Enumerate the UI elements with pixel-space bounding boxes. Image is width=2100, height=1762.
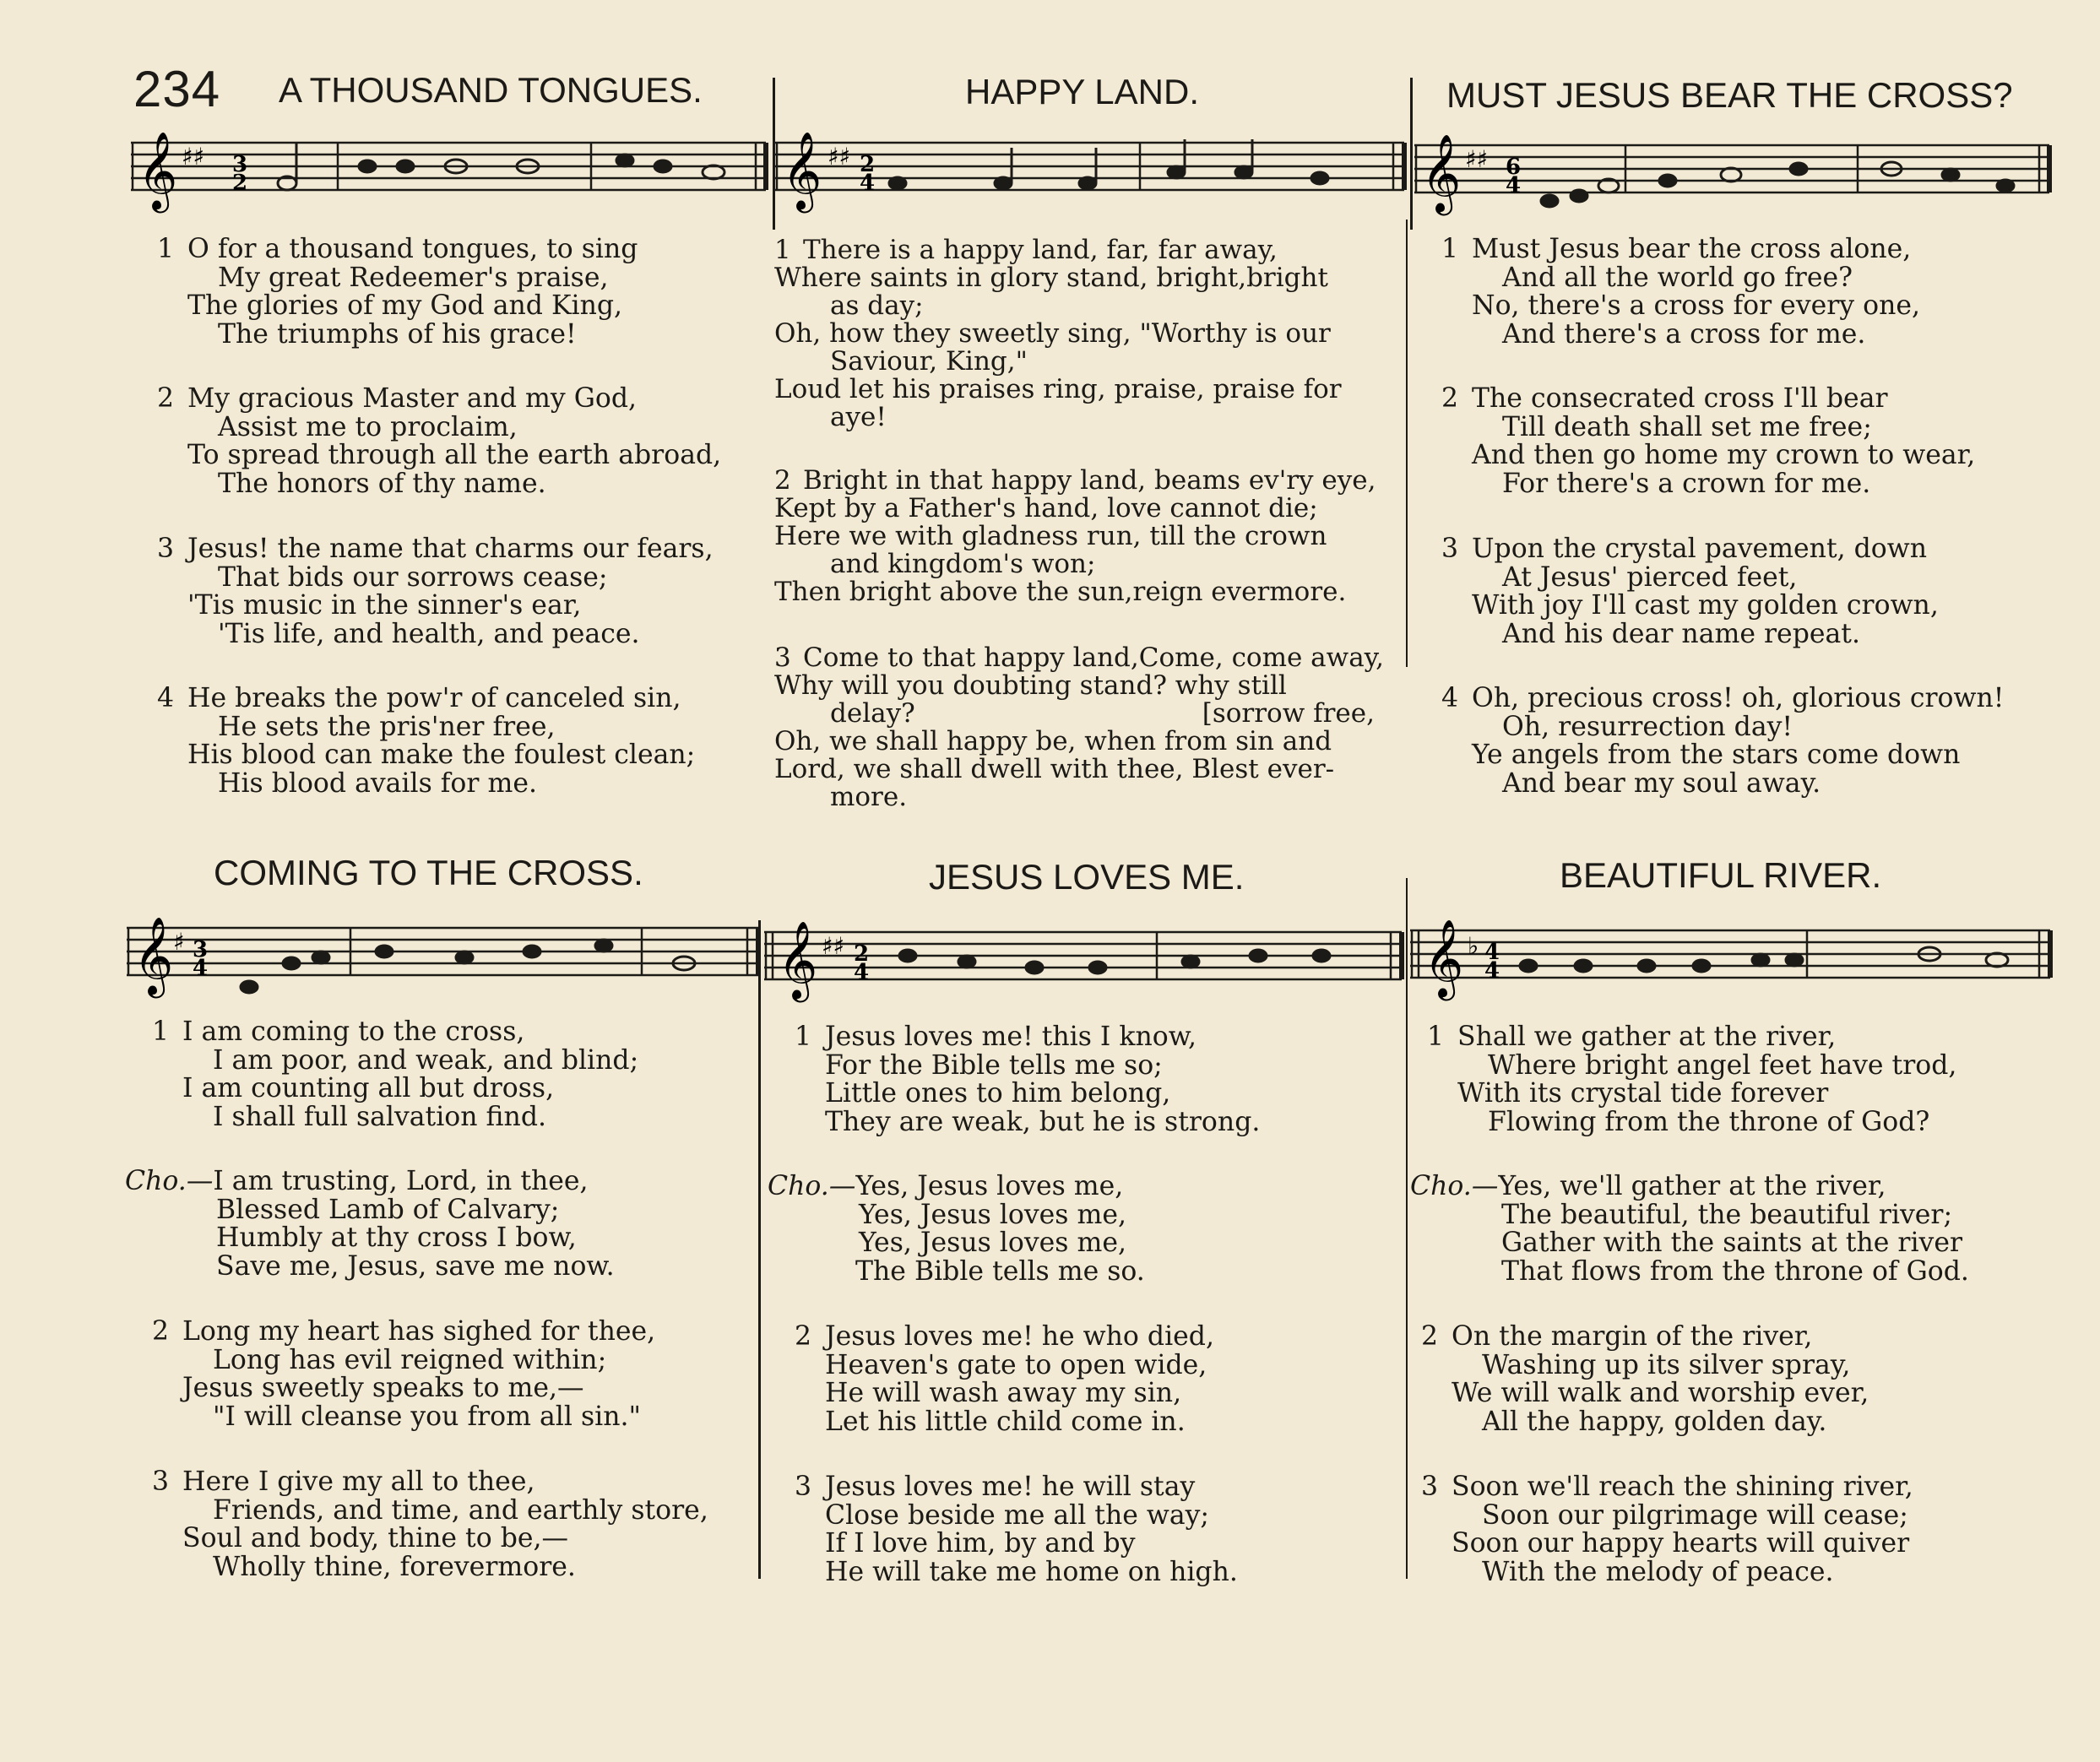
verse-line: Oh, precious cross! oh, glorious crown! [1472, 683, 2005, 713]
hymn-title-beautiful-river: BEAUTIFUL RIVER. [1560, 855, 1882, 895]
svg-text:4: 4 [1484, 940, 1500, 965]
svg-text:♯♯: ♯♯ [828, 143, 851, 171]
verse-line: 'Tis music in the sinner's ear, [187, 590, 582, 621]
verse-number: 1 [157, 234, 175, 264]
verse-line: Long my heart has sighed for thee, [182, 1316, 656, 1347]
verse-line: [sorrow free, [1202, 698, 1375, 729]
verse-line: I am counting all but dross, [182, 1073, 555, 1103]
music-staff-coming-to-cross [127, 916, 764, 1009]
column-divider [758, 920, 761, 1579]
verse-line: Here I give my all to thee, [182, 1467, 535, 1497]
verse-line: Assist me to proclaim, [218, 411, 518, 442]
stanza-beautiful-river-chorus [1410, 1173, 1969, 1286]
stanza-must-jesus-3 [1441, 535, 1939, 648]
verse-line: and kingdom's won; [830, 549, 1096, 579]
stanza-jesus-loves-me-1 [795, 1023, 1260, 1136]
verse-line: Yes, Jesus loves me, [859, 1228, 1126, 1258]
verse-line: And all the world go free? [1502, 262, 1853, 293]
verse-line: For there's a crown for me. [1502, 468, 1871, 499]
svg-text:3: 3 [232, 152, 248, 177]
verse-line: He sets the pris'ner free, [218, 711, 556, 742]
verse-line: Oh, how they sweetly sing, "Worthy is our [774, 318, 1331, 349]
verse-line: Flowing from the throne of God? [1488, 1106, 1930, 1137]
verse-line: Bright in that happy land, beams ev'ry eye, [803, 465, 1376, 496]
verse-line: I shall full salvation find. [213, 1101, 547, 1132]
stanza-happy-land-2 [774, 467, 1376, 606]
svg-text:6: 6 [1506, 155, 1522, 180]
stanza-happy-land-1 [774, 236, 1342, 431]
verse-line: Little ones to him belong, [825, 1078, 1171, 1109]
verse-number: 2 [1441, 383, 1459, 414]
verse-line: Ye angels from the stars come down [1472, 740, 1961, 770]
column-divider [1406, 878, 1408, 1579]
verse-line: They are weak, but he is strong. [825, 1106, 1261, 1137]
hymn-title-jesus-loves-me: JESUS LOVES ME. [929, 857, 1245, 897]
svg-text:𝄞: 𝄞 [778, 920, 818, 999]
verse-number: 2 [1421, 1321, 1439, 1352]
column-divider [1406, 220, 1408, 667]
verse-line: For the Bible tells me so; [825, 1049, 1163, 1081]
stanza-must-jesus-4 [1441, 685, 2004, 798]
verse-line: Soon we'll reach the shining river, [1452, 1472, 1913, 1502]
hymn-title-happy-land: HAPPY LAND. [965, 72, 1199, 111]
verse-line: Soul and body, thine to be,— [182, 1523, 569, 1553]
verse-line: We will walk and worship ever, [1452, 1378, 1869, 1408]
verse-line: "I will cleanse you from all sin." [213, 1401, 641, 1432]
verse-line: I am trusting, Lord, in thee, [213, 1166, 589, 1196]
verse-line: On the margin of the river, [1452, 1321, 1813, 1352]
verse-line: Then bright above the sun,reign evermore. [774, 577, 1347, 607]
svg-text:4: 4 [1506, 173, 1522, 198]
svg-text:2: 2 [860, 152, 876, 177]
verse-line: Soon our pilgrimage will cease; [1482, 1499, 1908, 1531]
verse-line: The beautiful, the beautiful river; [1501, 1199, 1953, 1230]
verse-line: At Jesus' pierced feet, [1502, 561, 1798, 593]
verse-line: The Bible tells me so. [855, 1255, 1145, 1287]
chorus-label: Cho.— [768, 1171, 856, 1201]
svg-text:♯: ♯ [173, 928, 185, 956]
verse-line: 'Tis life, and health, and peace. [218, 618, 640, 649]
verse-line: Gather with the saints at the river [1501, 1228, 1963, 1258]
verse-line: He will take me home on high. [825, 1556, 1238, 1587]
verse-line: His blood avails for me. [218, 767, 537, 799]
verse-number: 2 [795, 1321, 812, 1352]
verse-line: Kept by a Father's hand, love cannot die; [774, 493, 1318, 523]
verse-line: O for a thousand tongues, to sing [187, 234, 638, 264]
stanza-beautiful-river-3 [1421, 1473, 1913, 1586]
music-staff-thousand-tongues [131, 131, 773, 224]
stanza-coming-to-cross-3 [152, 1468, 708, 1581]
verse-line: The glories of my God and King, [187, 290, 623, 321]
verse-number: 3 [157, 534, 175, 564]
verse-line: aye! [830, 402, 887, 432]
page-number: 234 [133, 61, 221, 117]
verse-line: Humbly at thy cross I bow, [216, 1223, 577, 1253]
stanza-coming-to-cross-2 [152, 1318, 655, 1431]
verse-line: Yes, Jesus loves me, [855, 1171, 1124, 1201]
verse-line: I am coming to the cross, [182, 1017, 525, 1047]
verse-number: 3 [774, 642, 791, 673]
svg-text:2: 2 [854, 941, 870, 967]
verse-line: If I love him, by and by [825, 1528, 1136, 1559]
chorus-label: Cho.— [1410, 1171, 1499, 1201]
verse-number: 4 [157, 683, 175, 713]
verse-line: delay? [830, 698, 915, 729]
verse-number: 4 [1441, 683, 1459, 713]
verse-line: Soon our happy hearts will quiver [1452, 1528, 1910, 1559]
verse-line: Where saints in glory stand, bright,bright [774, 263, 1328, 293]
verse-line: Jesus loves me! he who died, [825, 1321, 1214, 1352]
verse-line: Wholly thine, forevermore. [213, 1551, 576, 1582]
verse-line: Save me, Jesus, save me now. [216, 1250, 615, 1282]
music-staff-beautiful-river [1410, 919, 2056, 1011]
svg-text:𝄞: 𝄞 [1424, 919, 1464, 997]
verse-line: The honors of thy name. [218, 468, 546, 499]
svg-text:𝄞: 𝄞 [782, 131, 822, 209]
verse-line: And then go home my crown to wear, [1472, 440, 1976, 470]
stanza-coming-to-cross-1 [152, 1018, 638, 1131]
verse-line: There is a happy land, far, far away, [803, 235, 1278, 265]
verse-line: My gracious Master and my God, [187, 383, 638, 414]
verse-line: Close beside me all the way; [825, 1499, 1210, 1531]
verse-line: Oh, resurrection day! [1502, 711, 1793, 742]
stanza-thousand-tongues-1 [157, 236, 638, 349]
stanza-thousand-tongues-2 [157, 385, 721, 498]
verse-number: 2 [157, 383, 175, 414]
stanza-beautiful-river-2 [1421, 1323, 1869, 1436]
verse-line: And bear my soul away. [1502, 767, 1821, 799]
verse-line: Must Jesus bear the cross alone, [1472, 234, 1912, 264]
verse-line: Blessed Lamb of Calvary; [216, 1194, 560, 1225]
verse-number: 1 [1427, 1022, 1445, 1052]
svg-text:♯♯: ♯♯ [1465, 145, 1489, 173]
svg-text:♯♯: ♯♯ [182, 143, 205, 171]
svg-text:4: 4 [854, 960, 870, 985]
verse-line: And his dear name repeat. [1502, 618, 1860, 649]
verse-line: as day; [830, 290, 924, 321]
stanza-jesus-loves-me-chorus [768, 1173, 1145, 1286]
verse-line: All the happy, golden day. [1482, 1406, 1827, 1437]
verse-line: Upon the crystal pavement, down [1472, 534, 1928, 564]
music-staff-happy-land [775, 131, 1410, 224]
verse-line: Here we with gladness run, till the crown [774, 521, 1327, 551]
verse-line: With the melody of peace. [1482, 1556, 1834, 1587]
verse-line: more. [830, 782, 908, 812]
stanza-beautiful-river-1 [1427, 1023, 1956, 1136]
music-staff-jesus-loves-me [764, 920, 1406, 1013]
verse-line: Saviour, King," [830, 346, 1028, 377]
verse-line: Yes, Jesus loves me, [859, 1199, 1126, 1230]
svg-text:4: 4 [1484, 958, 1500, 984]
verse-line: Jesus loves me! this I know, [825, 1022, 1197, 1052]
verse-line: To spread through all the earth abroad, [187, 440, 722, 470]
verse-line: Friends, and time, and earthly store, [213, 1494, 708, 1526]
verse-number: 3 [152, 1467, 170, 1497]
svg-text:4: 4 [860, 171, 876, 196]
verse-line: Long has evil reigned within; [213, 1344, 607, 1375]
verse-number: 3 [1421, 1472, 1439, 1502]
verse-line: Loud let his praises ring, praise, praise for [774, 374, 1342, 404]
chorus-label: Cho.— [125, 1166, 214, 1196]
svg-text:♯♯: ♯♯ [822, 932, 845, 960]
verse-line: That bids our sorrows cease; [218, 561, 608, 593]
hymn-title-must-jesus: MUST JESUS BEAR THE CROSS? [1446, 75, 2013, 115]
verse-line: Heaven's gate to open wide, [825, 1349, 1207, 1380]
verse-line: With its crystal tide forever [1457, 1078, 1829, 1109]
verse-number: 1 [1441, 234, 1459, 264]
stanza-must-jesus-2 [1441, 385, 1975, 498]
verse-line: No, there's a cross for every one, [1472, 290, 1921, 321]
verse-line: Jesus! the name that charms our fears, [187, 534, 714, 564]
verse-line: Till death shall set me free; [1502, 411, 1872, 442]
verse-line: Washing up its silver spray, [1482, 1349, 1851, 1380]
verse-number: 2 [774, 465, 791, 496]
verse-number: 3 [1441, 534, 1459, 564]
hymn-title-coming-to-cross: COMING TO THE CROSS. [214, 853, 643, 892]
verse-line: He will wash away my sin, [825, 1378, 1182, 1408]
verse-line: The consecrated cross I'll bear [1472, 383, 1888, 414]
svg-text:4: 4 [193, 956, 209, 981]
verse-number: 3 [795, 1472, 812, 1502]
stanza-must-jesus-1 [1441, 236, 1920, 349]
verse-line: Come to that happy land,Come, come away, [803, 642, 1384, 673]
verse-number: 1 [774, 235, 791, 265]
verse-line: And there's a cross for me. [1502, 318, 1866, 350]
stanza-coming-to-cross-chorus [125, 1168, 615, 1281]
svg-text:𝄞: 𝄞 [138, 131, 178, 209]
svg-text:𝄞: 𝄞 [1421, 133, 1462, 212]
stanza-jesus-loves-me-3 [795, 1473, 1238, 1586]
column-divider [1410, 78, 1413, 230]
verse-line: That flows from the throne of God. [1501, 1255, 1969, 1287]
stanza-jesus-loves-me-2 [795, 1323, 1214, 1436]
verse-line: His blood can make the foulest clean; [187, 740, 696, 770]
verse-line: Shall we gather at the river, [1457, 1022, 1837, 1052]
verse-line: With joy I'll cast my golden crown, [1472, 590, 1939, 621]
svg-text:2: 2 [232, 171, 248, 196]
stanza-thousand-tongues-4 [157, 685, 695, 798]
verse-line: He breaks the pow'r of canceled sin, [187, 683, 681, 713]
verse-line: I am poor, and weak, and blind; [213, 1044, 639, 1076]
verse-line: Lord, we shall dwell with thee, Blest ever- [774, 754, 1335, 784]
hymn-title-thousand-tongues: A THOUSAND TONGUES. [279, 70, 703, 110]
music-staff-must-jesus [1414, 133, 2056, 226]
verse-line: Let his little child come in. [825, 1406, 1186, 1437]
verse-line: Yes, we'll gather at the river, [1498, 1171, 1886, 1201]
verse-line: The triumphs of his grace! [218, 318, 577, 350]
stanza-happy-land-3 [774, 644, 1384, 811]
svg-text:♭: ♭ [1468, 932, 1479, 960]
svg-text:3: 3 [193, 937, 209, 962]
verse-number: 1 [795, 1022, 812, 1052]
svg-text:𝄞: 𝄞 [133, 916, 174, 995]
verse-line: Jesus sweetly speaks to me,— [182, 1373, 584, 1403]
stanza-thousand-tongues-3 [157, 535, 714, 648]
verse-line: Oh, we shall happy be, when from sin and [774, 726, 1332, 756]
verse-line: Where bright angel feet have trod, [1488, 1049, 1957, 1081]
verse-number: 2 [152, 1316, 170, 1347]
verse-line: Why will you doubting stand? why still [774, 670, 1287, 701]
verse-number: 1 [152, 1017, 170, 1047]
verse-line: My great Redeemer's praise, [218, 262, 609, 293]
verse-line: Jesus loves me! he will stay [825, 1472, 1196, 1502]
